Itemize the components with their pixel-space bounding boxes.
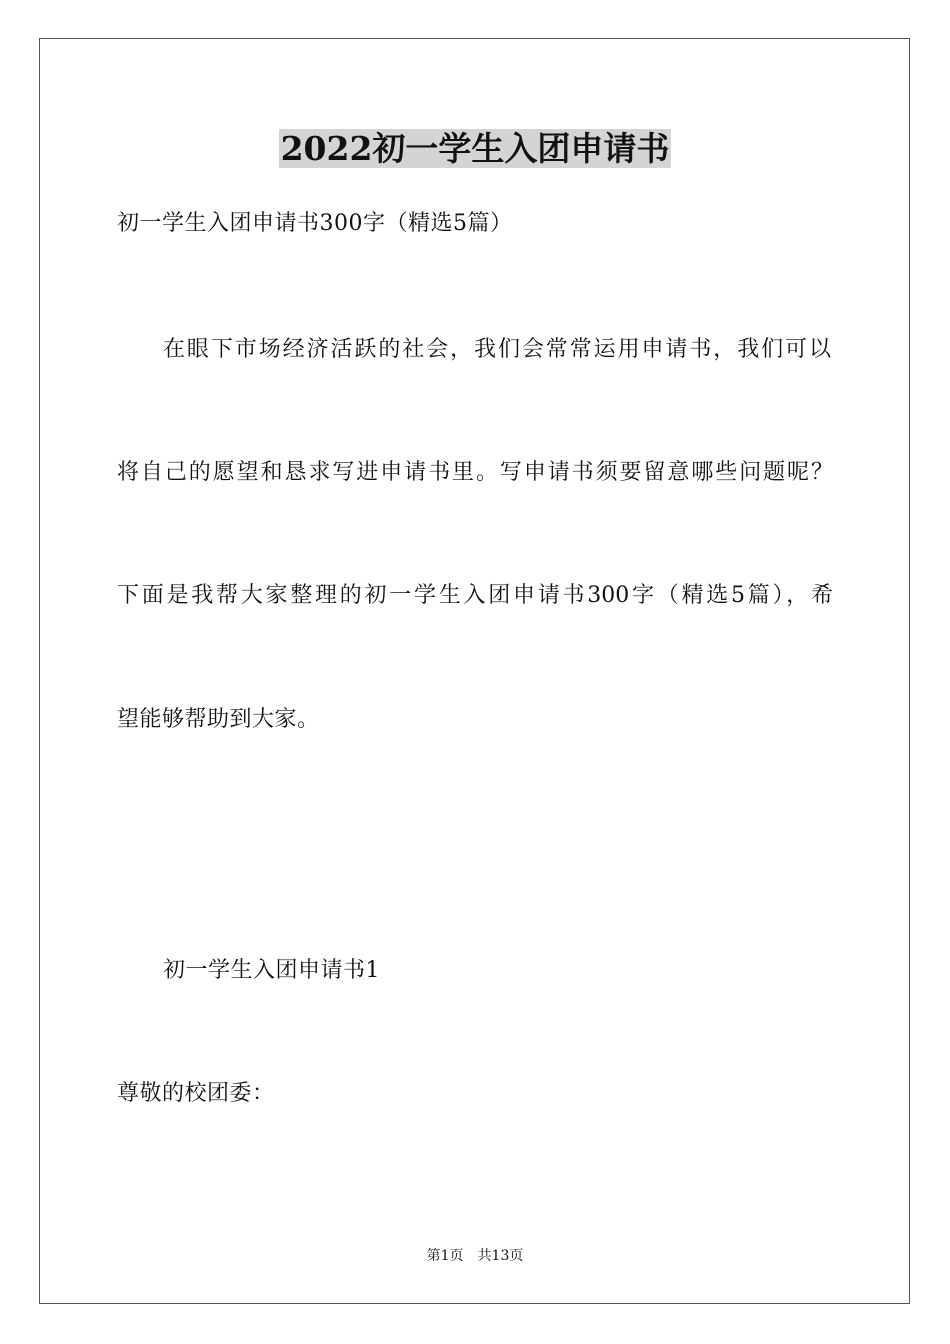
salutation: 尊敬的校团委： <box>117 1081 275 1106</box>
document-title-text: 2022初一学生入团申请书 <box>280 129 670 168</box>
intro-line-4: 望能够帮助到大家。 <box>117 707 320 732</box>
page-number-label: 第1页 共13页 <box>426 1248 524 1264</box>
page-footer <box>0 1246 950 1266</box>
intro-line-2: 将自己的愿望和恳求写进申请书里。写申请书须要留意哪些问题呢？ <box>117 460 833 485</box>
intro-line-1: 在眼下市场经济活跃的社会，我们会常常运用申请书，我们可以 <box>163 337 831 362</box>
document-title <box>0 127 950 171</box>
section-heading: 初一学生入团申请书1 <box>163 958 380 983</box>
intro-line-3: 下面是我帮大家整理的初一学生入团申请书300字（精选5篇），希 <box>117 583 833 608</box>
document-subtitle: 初一学生入团申请书300字（精选5篇） <box>117 211 513 236</box>
